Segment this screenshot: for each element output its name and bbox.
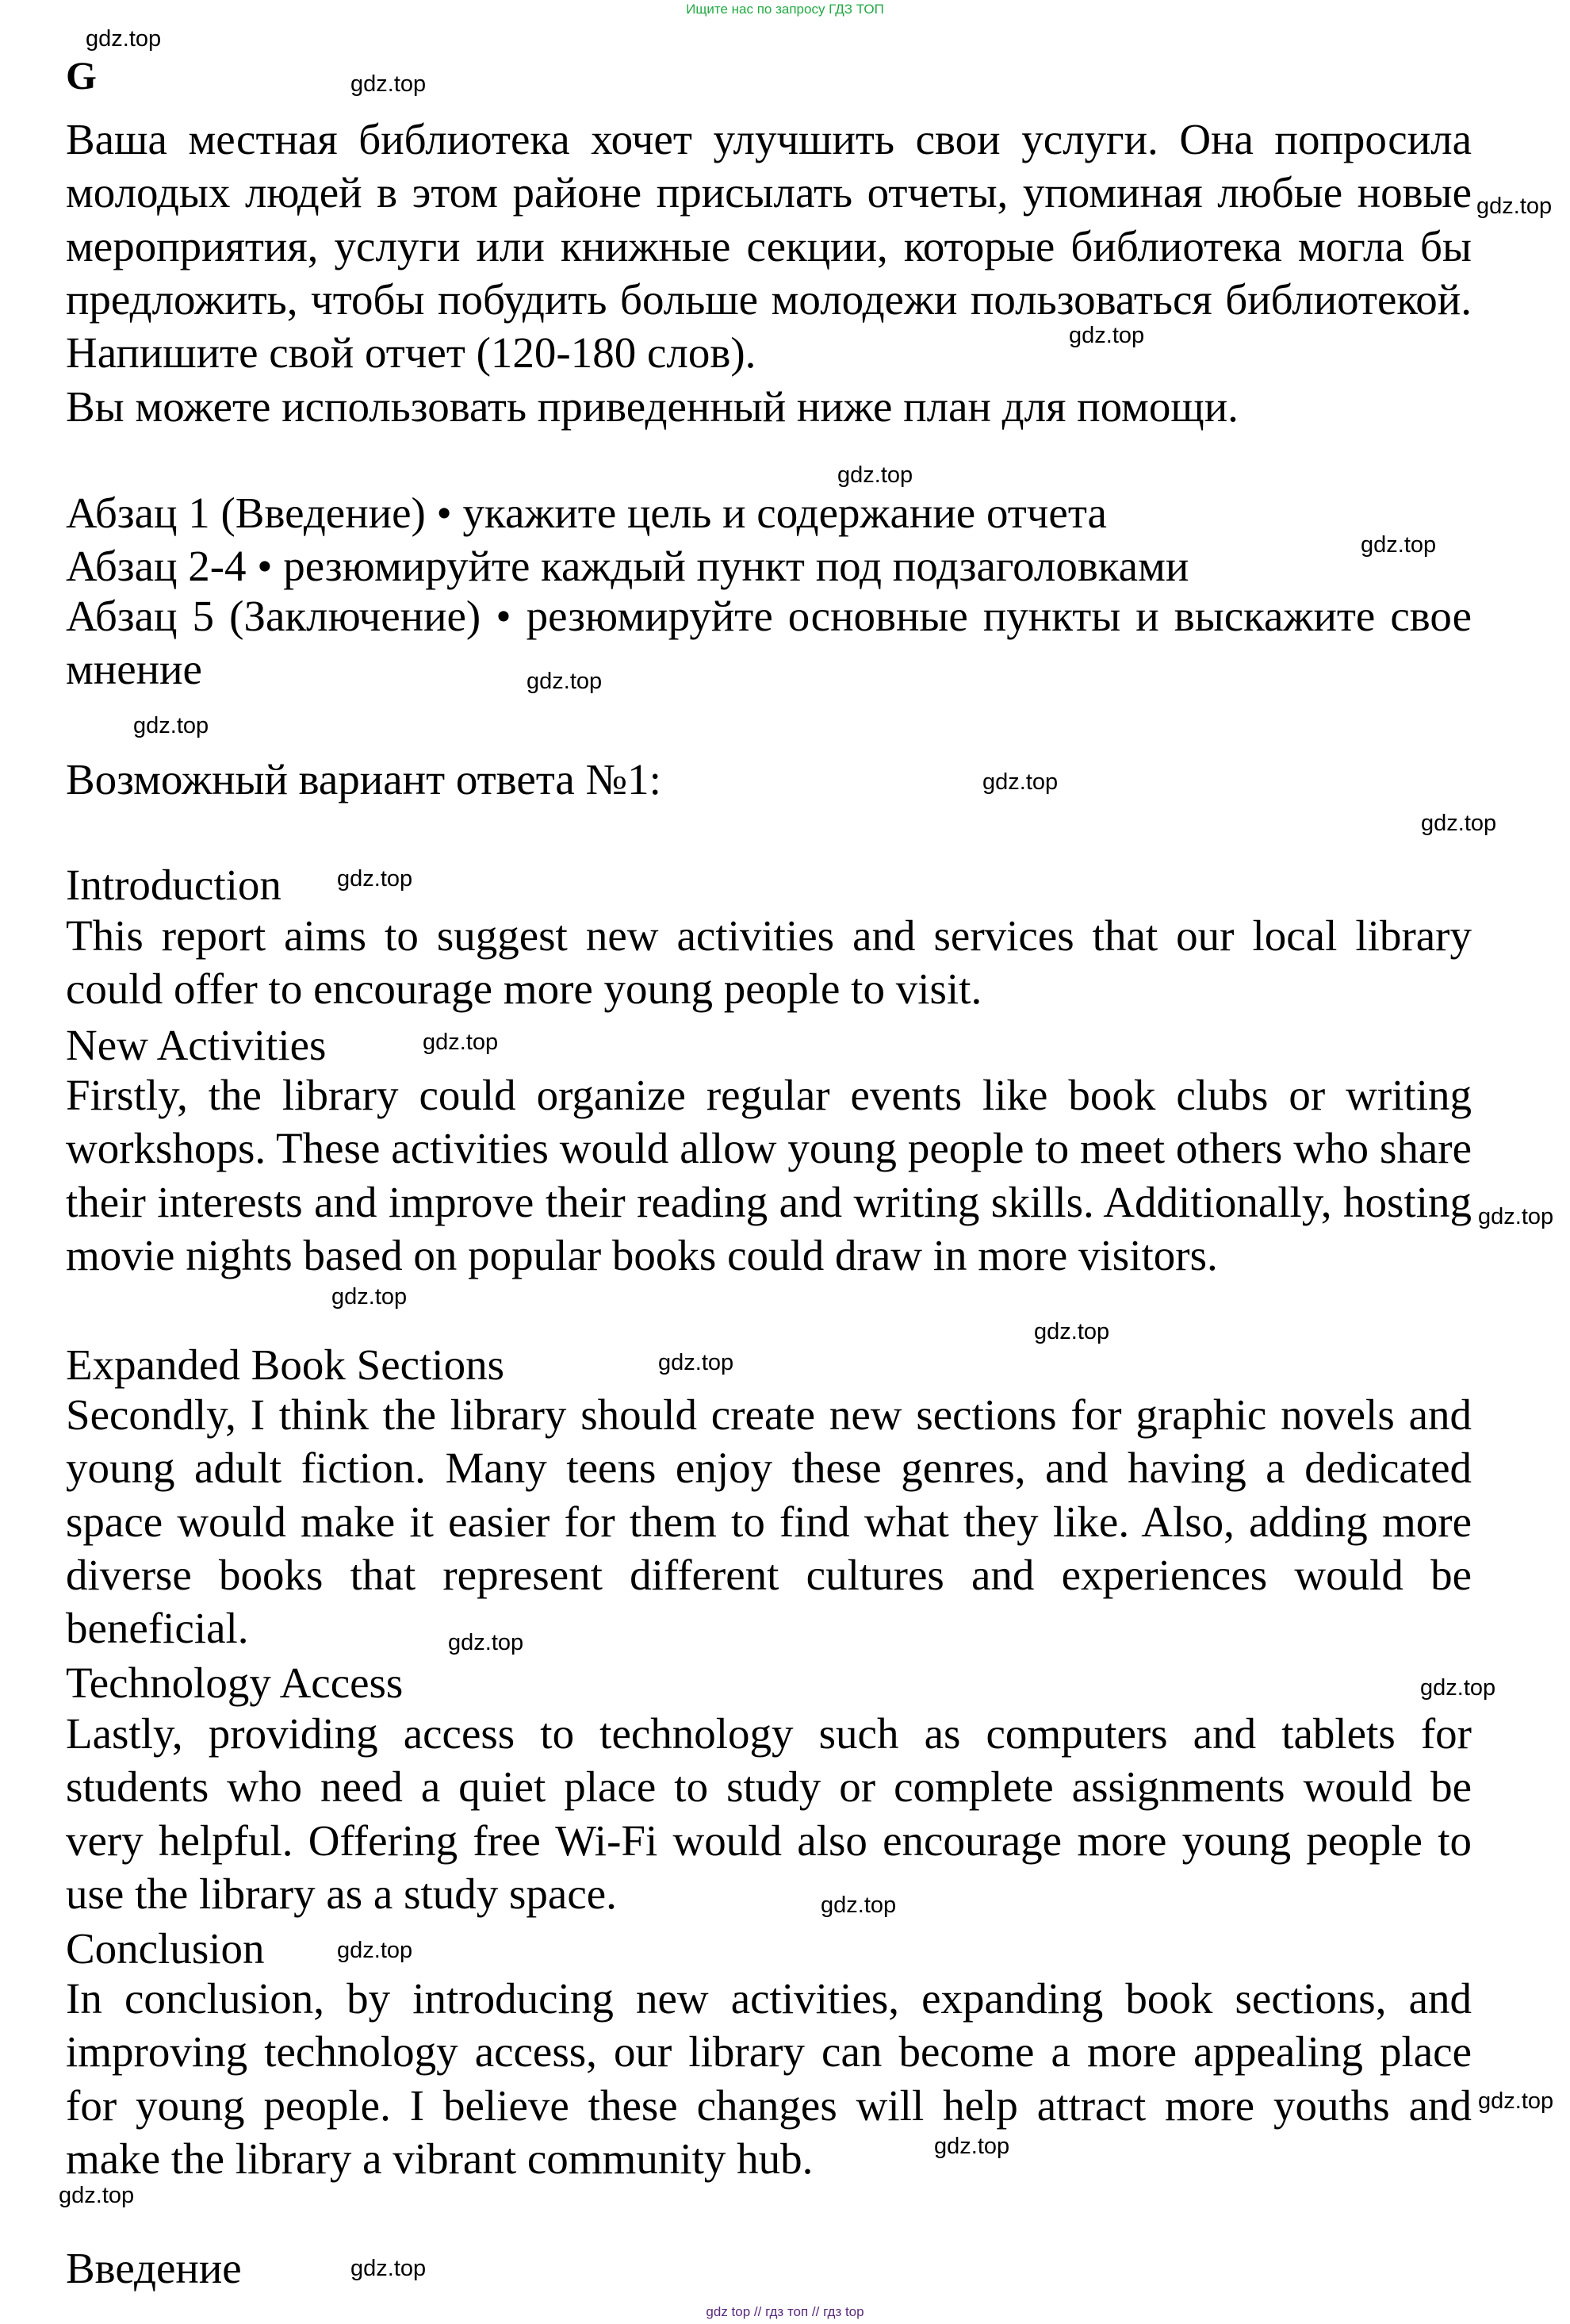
watermark: gdz.top	[821, 1893, 897, 1918]
watermark: gdz.top	[1478, 1204, 1554, 1229]
conclusion-text: In conclusion, by introducing new activities, expanding book sections, and improving technology access, our library can become a more appealing place for young people. I believe these changes will help attract more youths and make the library a vibrant community hub.	[66, 1974, 1472, 2183]
watermark: gdz.top	[982, 769, 1059, 795]
new-activities-text: Firstly, the library could organize regular events like book clubs or writing workshops. These activities would allow young people to meet others who share their interests and improve their reading and writing skills. Additionally, hosting movie nights based on popular books could draw in more visitors.	[66, 1071, 1472, 1279]
top-banner-note: Ищите нас по запросу ГДЗ ТОП	[686, 2, 884, 17]
watermark: gdz.top	[1361, 532, 1437, 558]
watermark: gdz.top	[448, 1630, 524, 1655]
heading-vvedenie: Введение	[66, 2244, 242, 2292]
watermark: gdz.top	[837, 462, 913, 488]
watermark: gdz.top	[331, 1284, 408, 1310]
watermark: gdz.top	[1478, 2088, 1554, 2114]
watermark: gdz.top	[423, 1030, 499, 1055]
section-letter: G	[66, 53, 97, 98]
watermark: gdz.top	[1421, 811, 1497, 836]
watermark: gdz.top	[337, 1938, 413, 1963]
heading-new-activities: New Activities	[66, 1021, 327, 1069]
technology-access-text: Lastly, providing access to technology such as computers and tablets for students who need a quiet place to study or complete assignments would be very helpful. Offering free Wi-Fi would also encourage more young people to use the library as a study space.	[66, 1709, 1472, 1918]
heading-technology-access: Technology Access	[66, 1659, 404, 1707]
watermark: gdz.top	[1034, 1319, 1110, 1344]
plan-paragraph-2-4: Абзац 2-4 • резюмируйте каждый пункт под подзаголовками	[66, 542, 1189, 590]
watermark: gdz.top	[59, 2183, 135, 2208]
watermark: gdz.top	[527, 669, 603, 694]
watermark: gdz.top	[86, 26, 162, 52]
heading-expanded-book-sections: Expanded Book Sections	[66, 1340, 504, 1389]
watermark: gdz.top	[1420, 1675, 1496, 1701]
heading-introduction: Introduction	[66, 861, 281, 909]
task-text: Ваша местная библиотека хочет улучшить свои услуги. Она попросила молодых людей в этом районе присылать отчеты, упоминая любые новые мероприятия, услуги или книжные секции, которые библиотека могла бы предложить, чтобы побудить больше молодежи пользоваться библиотекой. Напишите свой отчет (120-180 слов).	[66, 115, 1472, 378]
watermark: gdz.top	[658, 1350, 734, 1375]
expanded-book-sections-text: Secondly, I think the library should create new sections for graphic novels and young adult fiction. Many teens enjoy these genres, and having a dedicated space would make it easier for them to find what they like. Also, adding more diverse books that represent different cultures and experiences would be beneficial.	[66, 1390, 1472, 1653]
watermark: gdz.top	[1476, 194, 1553, 219]
bottom-banner-note: gdz top // гдз топ // гдз top	[706, 2304, 864, 2319]
plan-paragraph-5: Абзац 5 (Заключение) • резюмируйте основные пункты и выскажите свое мнение	[66, 592, 1472, 694]
answer-label: Возможный вариант ответа №1:	[66, 755, 661, 803]
watermark: gdz.top	[133, 713, 209, 738]
introduction-text: This report aims to suggest new activities and services that our local library could offer to encourage more young people to visit.	[66, 911, 1472, 1014]
heading-conclusion: Conclusion	[66, 1924, 265, 1973]
plan-paragraph-1: Абзац 1 (Введение) • укажите цель и содержание отчета	[66, 489, 1107, 537]
watermark: gdz.top	[337, 866, 413, 892]
watermark: gdz.top	[1069, 323, 1145, 348]
watermark: gdz.top	[350, 71, 427, 97]
watermark: gdz.top	[350, 2256, 427, 2281]
watermark: gdz.top	[934, 2134, 1010, 2159]
task-hint: Вы можете использовать приведенный ниже план для помощи.	[66, 382, 1239, 431]
